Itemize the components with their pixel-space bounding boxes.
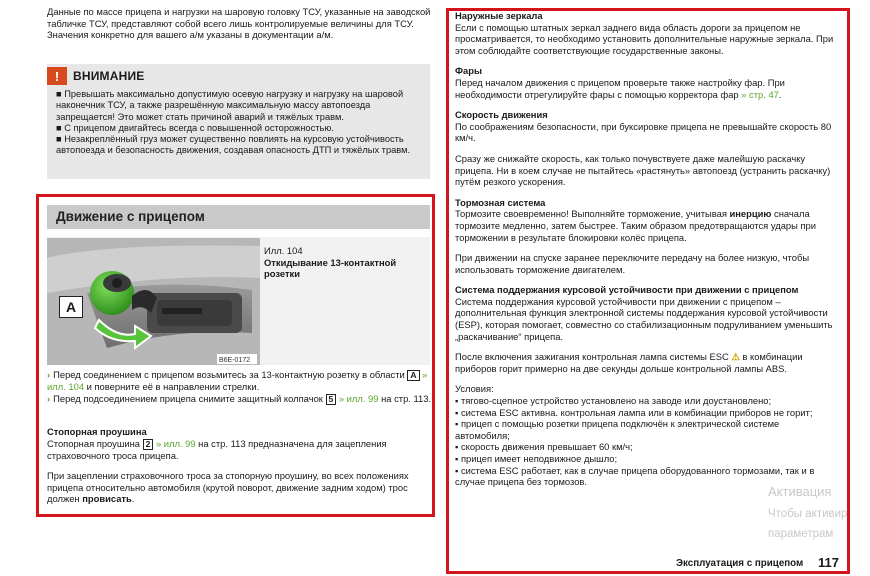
stop-eye-paragraph-2: При зацеплении страховочного троса за стопорную проушину, во всех положениях прицепа относительно автомобиля (крутой поворот, движение задним ходом) трос должен провисать. <box>47 470 409 505</box>
condition-item: ▪ система ESC работает, как в случае прицепа оборудованного тормозами, так и в случае прицепа без тормозов. <box>455 464 815 488</box>
warning-header <box>47 64 430 88</box>
figure-code: B6E-0172 <box>219 357 251 364</box>
warning-icon: ! <box>47 67 67 85</box>
warning-item: ■ С прицепом двигайтесь всегда с повышенной осторожностью. <box>56 122 334 133</box>
warning-title: ВНИМАНИЕ <box>73 69 145 83</box>
esc-paragraph: Система поддержания курсовой устойчивости при движении с прицепом – дополнительная функция электронной системы поддержания курсовой устойчивости (ESP), которая помогает, совместно со стабилизационным подруливанием уменьшить „раскачивание“ прицепа. <box>455 295 833 342</box>
callout-box: 2 <box>143 439 154 450</box>
condition-item: ▪ скорость движения превышает 60 км/ч; <box>455 441 633 453</box>
footer-chapter-title: Эксплуатация с прицепом <box>676 558 804 569</box>
lights-heading: Фары <box>455 65 482 77</box>
section-title: Движение с прицепом <box>56 209 205 224</box>
page-number: 117 <box>818 555 839 570</box>
list-item: › Перед соединением с прицепом возьмитесь за 13-контактную розетку в области A » илл. 104 и поверните её в направлении стрелки. <box>47 369 428 392</box>
warning-list <box>47 88 430 157</box>
figure-label-a: A <box>59 296 83 318</box>
figure-caption-text: Откидывание 13-контактной розетки <box>264 256 397 280</box>
chevron-right-icon: › <box>47 369 51 380</box>
mirrors-paragraph: Если с помощью штатных зеркал заднего вида область дороги за прицепом не просматривается, то необходимо установить дополнительные наружные зеркала. При этом соблюдайте соответствующие государственные законы. <box>455 21 834 56</box>
activation-watermark-title: Активация <box>768 484 832 499</box>
stop-eye-paragraph: Стопорная проушина 2 » илл. 99 на стр. 113 предназначена для зацепления страховочного троса прицепа. <box>47 437 387 461</box>
figure-link[interactable]: » илл. 99 <box>155 437 196 449</box>
speed-heading: Скорость движения <box>455 109 548 121</box>
list-item: › Перед подсоединением прицепа снимите защитный колпачок 5 » илл. 99 на стр. 113. <box>47 392 432 404</box>
figure-link[interactable]: » илл. 104 <box>47 369 428 392</box>
highlight-frame-left <box>36 194 435 517</box>
figure-number: Илл. 104 <box>264 245 303 256</box>
speed-paragraph: По соображениям безопасности, при буксировке прицепа не превышайте скорость 80 км/ч. <box>455 120 832 144</box>
callout-box: 5 <box>326 394 337 405</box>
condition-item: ▪ система ESC активна. контрольная лампа или в комбинации приборов не горит; <box>455 406 813 418</box>
esc-warning-icon: ⚠ <box>731 351 740 363</box>
stop-eye-heading: Стопорная проушина <box>47 426 147 437</box>
intro-paragraph: Данные по массе прицепа и нагрузки на шаровую головку ТСУ, указанные на заводской табличке ТСУ, представляют собой всего лишь контролируемые величины для ТСУ. Значения конкретно для вашего а/м указаны в документации а/м. <box>47 6 431 41</box>
brake-paragraph-2: При движении на спуске заранее переключите передачу на более низкую, чтобы использовать торможение двигателем. <box>455 252 810 275</box>
brake-heading: Тормозная система <box>455 196 546 208</box>
condition-item: ▪ прицеп имеет неподвижное дышло; <box>455 453 618 464</box>
conditions-intro: Условия: <box>455 383 494 395</box>
condition-item: ▪ тягово-сцепное устройство установлено на заводе или доустановлено; <box>455 395 772 407</box>
lights-paragraph: Перед началом движения с прицепом проверьте также настройку фар. При необходимости отрегулируйте фары с помощью корректора фар » стр. 47. <box>455 76 785 100</box>
figure-link[interactable]: » илл. 99 <box>338 392 379 404</box>
speed-paragraph-2: Сразу же снижайте скорость, как только почувствуете даже малейшую раскачку прицепа. Ни в коем случае не пытайтесь «растянуть» автопоезд (устранить раскачку) путём резкого ускорения. <box>455 152 831 188</box>
page-link[interactable]: » стр. 47 <box>741 88 779 100</box>
esc-heading: Система поддержания курсовой устойчивости при движении с прицепом <box>455 284 799 296</box>
chevron-right-icon: › <box>47 392 51 404</box>
warning-item: ■ Незакреплённый груз может существенно повлиять на курсовую устойчивость автопоезда и безопасность движения, создавая опасность ДТП и тяжёлых травм. <box>56 134 411 156</box>
condition-item: ▪ прицеп с помощью розетки прицепа подключён к электрической системе автомобиля; <box>455 418 780 441</box>
mirrors-heading: Наружные зеркала <box>455 10 543 21</box>
esc-paragraph-2: После включения зажигания контрольная лампа системы ESC ⚠ в комбинации приборов горит примерно на две секунды дольше контрольной лампы ABS. <box>455 351 803 374</box>
warning-item: ■ Превышать максимально допустимую осевую нагрузку и нагрузку на шаровой наконечник ТСУ, а также разрешённую максимальную массу автопоезда запрещается! Это может стать причиной аварий и тяжёлых травм. <box>56 89 404 122</box>
activation-watermark-line: Чтобы активир <box>768 508 848 520</box>
brake-paragraph: Тормозите своевременно! Выполняйте торможение, учитывая инерцию сначала тормозите медленно, затем быстрее. Таким образом предотвращаются удары при торможении в результате блокировки колёс прицепа. <box>455 208 816 243</box>
activation-watermark-line: параметрам <box>768 528 834 540</box>
callout-box: A <box>407 370 419 381</box>
warning-box <box>47 64 430 179</box>
